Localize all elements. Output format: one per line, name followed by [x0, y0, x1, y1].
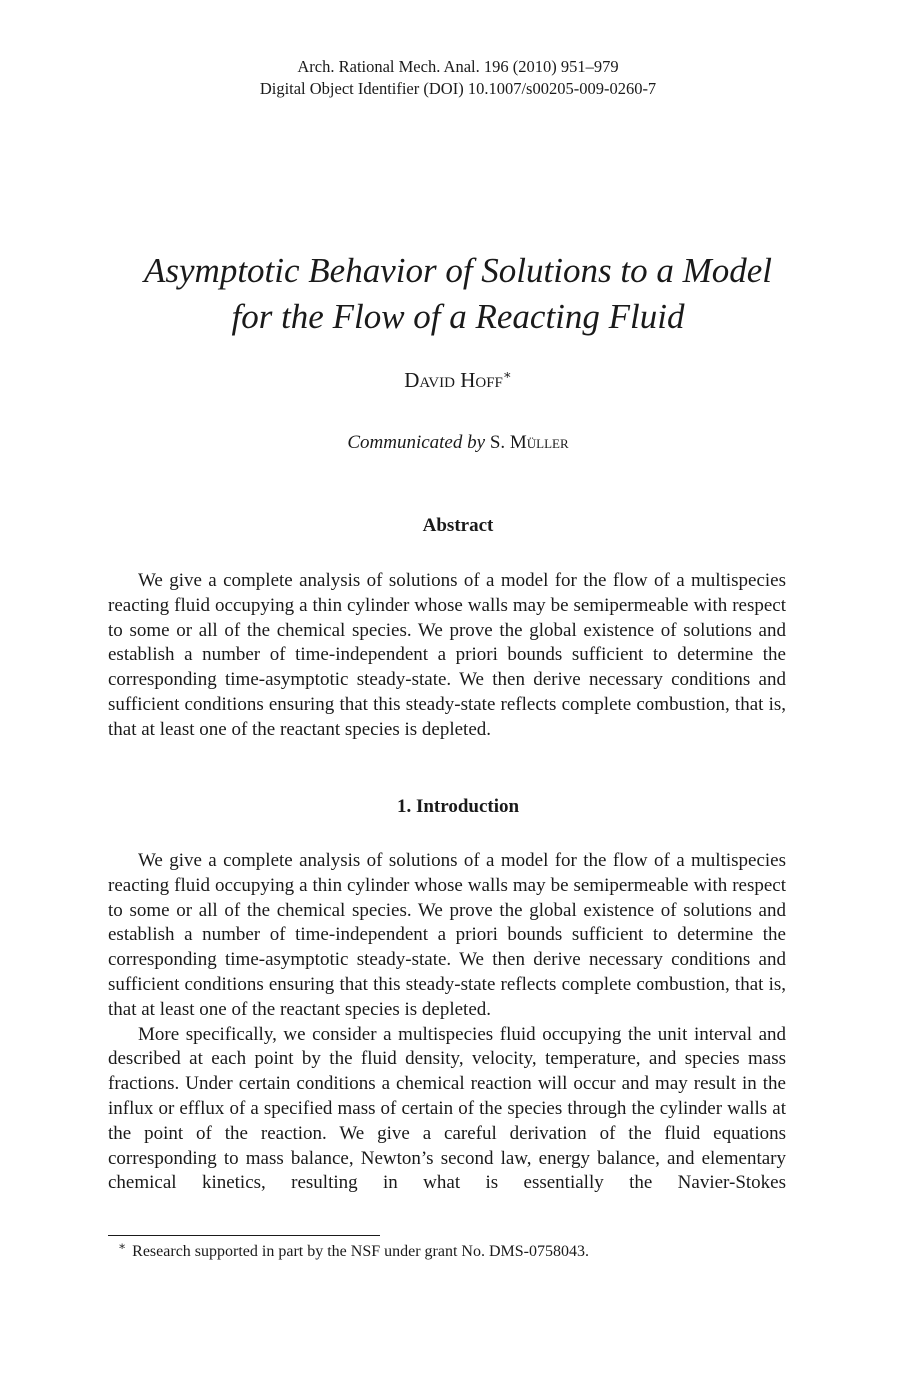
abstract-paragraph: We give a complete analysis of solutions of a model for the flow of a multispecies reacting fluid occupying a thin cylinder whose walls may be semipermeable with respect to some or all of the chemical species. We prove the global existence of solutions and establish a number of time-independent a priori bounds sufficient to determine the corresponding time-asymptotic steady-state. We then derive necessary conditions and sufficient conditions ensuring that this steady-state reflects complete combustion, that is, that at least one of the reactant species is depleted. — [108, 570, 786, 740]
abstract-heading: Abstract — [422, 515, 494, 536]
footnote — [118, 1238, 818, 1263]
abstract-body — [108, 569, 786, 743]
introduction-heading: 1. Introduction — [396, 796, 520, 817]
author-footnote-mark: ∗ — [502, 367, 512, 382]
author-name: David Hoff — [404, 368, 503, 392]
footnote-mark: ∗ — [118, 1238, 127, 1253]
footnote-divider — [108, 1235, 380, 1236]
introduction-body — [108, 849, 786, 1196]
author-line — [0, 366, 916, 394]
footnote-text: Research supported in part by the NSF under grant No. DMS-0758043. — [132, 1243, 589, 1260]
intro-paragraph-2: More specifically, we consider a multispecies fluid occupying the unit interval and described at each point by the fluid density, velocity, temperature, and species mass fractions. Under certain conditions a chemical reaction will occur and may result in the influx or efflux of a specified mass of certain of the species through the cylinder walls at the point of the reaction. We give a careful derivation of the fluid equations corresponding to mass balance, Newton’s second law, energy balance, and elementary chemical kinetics, resulting in what is essentially the Navier-Stokes — [108, 1023, 786, 1194]
communicating-editor: S. Müller — [489, 432, 569, 453]
title-line-2: for the Flow of a Reacting Fluid — [231, 297, 685, 336]
intro-paragraph-1: We give a complete analysis of solutions of a model for the flow of a multispecies reacting fluid occupying a thin cylinder whose walls may be semipermeable with respect to some or all of the chemical species. We prove the global existence of solutions and establish a number of time-independent a priori bounds sufficient to determine the corresponding time-asymptotic steady-state. We then derive necessary conditions and sufficient conditions ensuring that this steady-state reflects complete combustion, that is, that at least one of the reactant species is depleted. — [108, 850, 786, 1020]
journal-header — [0, 56, 916, 100]
communicated-label: Communicated by — [347, 432, 486, 453]
journal-citation: Arch. Rational Mech. Anal. 196 (2010) 951–979 — [297, 57, 619, 76]
title-line-1: Asymptotic Behavior of Solutions to a Model — [144, 251, 772, 290]
doi-line: Digital Object Identifier (DOI) 10.1007/s00205-009-0260-7 — [259, 79, 657, 98]
paper-title — [60, 248, 856, 340]
communicated-line — [0, 430, 916, 456]
